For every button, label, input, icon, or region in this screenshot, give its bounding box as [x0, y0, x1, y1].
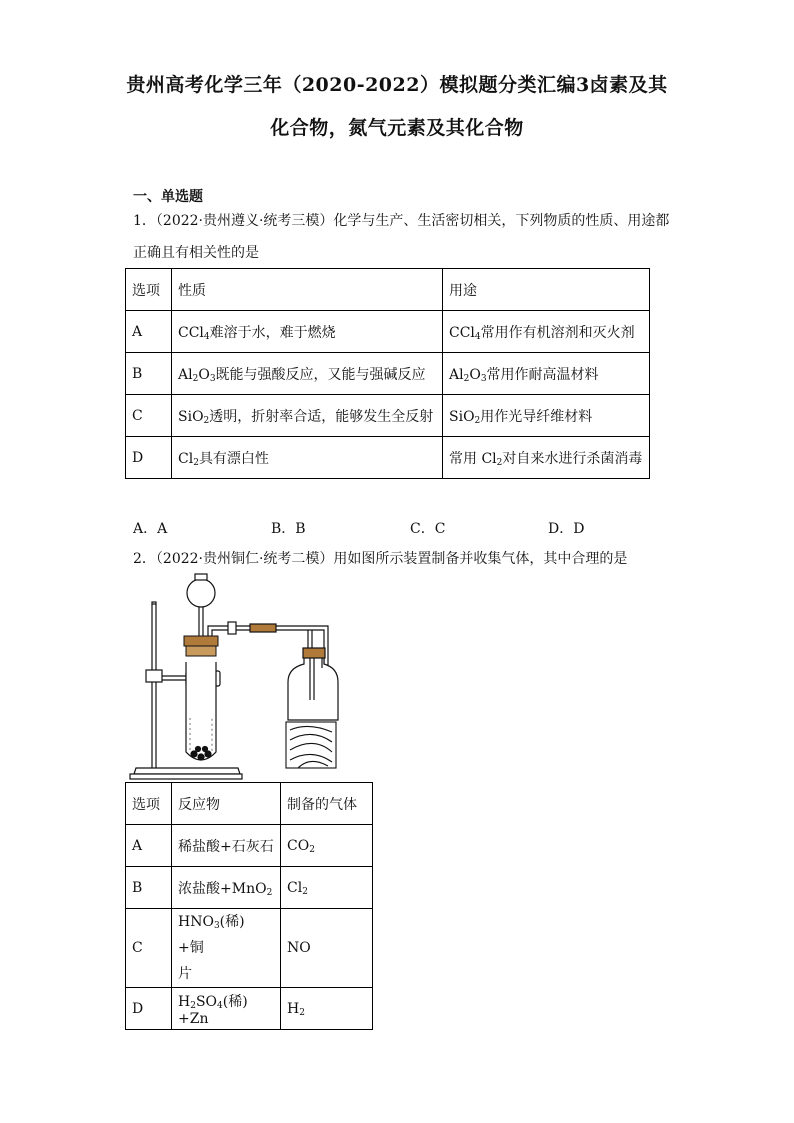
option-b[interactable]: B．B — [271, 521, 306, 537]
table-row — [126, 988, 373, 1030]
formula-text: Cl — [178, 450, 194, 467]
row-property — [172, 437, 443, 479]
subscript: 2 — [299, 1007, 305, 1018]
table-row — [126, 395, 650, 437]
formula-text: O — [469, 366, 481, 383]
test-tube — [186, 662, 216, 760]
gas-collecting-bottle — [288, 648, 338, 720]
row-reactants — [172, 988, 281, 1030]
wooden-block — [286, 722, 336, 768]
row-reactants — [172, 909, 281, 988]
row-option: D — [126, 988, 172, 1030]
dropping-funnel — [187, 574, 215, 644]
row-property — [172, 353, 443, 395]
formula-text: Cl — [287, 879, 303, 896]
formula-text: H — [178, 993, 191, 1010]
formula-text: CCl — [178, 324, 204, 341]
reactant-text: 片 — [178, 966, 192, 982]
question-1-line2: 正确且有相关性的是 — [133, 245, 259, 261]
section-heading: 一、单选题 — [133, 189, 203, 205]
property-text: 透明，折射率合适，能够发生全反射 — [209, 408, 434, 425]
row-property — [172, 311, 443, 353]
row-use — [443, 353, 650, 395]
formula-text: SiO — [178, 408, 204, 425]
question-2-line1: 2．（2022·贵州铜仁·统考二模）用如图所示装置制备并收集气体，其中合理的是 — [133, 551, 628, 567]
option-a[interactable]: A．A — [133, 521, 168, 537]
use-text: 用作光导纤维材料 — [480, 408, 593, 425]
subscript: 2 — [190, 1000, 196, 1011]
row-use — [443, 311, 650, 353]
row-option: A — [126, 825, 172, 867]
row-reactants: 稀盐酸+石灰石 — [172, 825, 281, 867]
rubber-stopper-left — [184, 636, 218, 656]
table-row — [126, 437, 650, 479]
question-1-table — [125, 268, 650, 479]
subscript: 4 — [217, 1000, 223, 1011]
property-text: 具有漂白性 — [198, 450, 269, 467]
table-header-row — [126, 783, 373, 825]
subscript: 2 — [192, 373, 199, 384]
document-title-line1: 贵州高考化学三年（2020-2022）模拟题分类汇编3卤素及其 — [126, 74, 668, 96]
formula-text: HNO — [178, 914, 214, 930]
option-c[interactable]: C．C — [410, 521, 446, 537]
formula-text: CCl — [449, 324, 475, 341]
row-use — [443, 395, 650, 437]
row-use — [443, 437, 650, 479]
formula-text: Al — [449, 366, 464, 383]
row-option: B — [126, 353, 172, 395]
table-row — [126, 353, 650, 395]
subscript: 4 — [203, 331, 210, 342]
header-option: 选项 — [126, 269, 172, 311]
formula-text: Al — [178, 366, 193, 383]
formula-text: O — [198, 366, 210, 383]
subscript: 2 — [309, 844, 315, 855]
row-gas — [281, 825, 373, 867]
header-option: 选项 — [126, 783, 172, 825]
formula-text: 浓盐酸+MnO — [178, 880, 267, 897]
subscript: 3 — [480, 373, 487, 384]
subscript: 2 — [474, 415, 481, 426]
row-option: A — [126, 311, 172, 353]
question-2-table — [125, 782, 373, 1030]
document-title-line2: 化合物，氮气元素及其化合物 — [270, 117, 524, 139]
use-text: 对自来水进行杀菌消毒 — [502, 450, 643, 467]
row-gas — [281, 867, 373, 909]
gas-apparatus-diagram — [128, 572, 368, 784]
subscript: 3 — [209, 373, 216, 384]
table-row — [126, 867, 373, 909]
header-reactants: 反应物 — [172, 783, 281, 825]
header-use: 用途 — [443, 269, 650, 311]
row-option: B — [126, 867, 172, 909]
row-option: C — [126, 395, 172, 437]
subscript: 4 — [474, 331, 481, 342]
reactant-text: (稀) +Zn — [178, 993, 248, 1027]
subscript: 3 — [213, 921, 220, 931]
subscript: 2 — [302, 886, 308, 897]
subscript: 2 — [496, 457, 503, 468]
option-d[interactable]: D．D — [548, 521, 585, 537]
use-text: 常用作有机溶剂和灭火剂 — [480, 324, 635, 341]
table-row — [126, 909, 373, 988]
table-row — [126, 311, 650, 353]
question-1-line1: 1．（2022·贵州遵义·统考三模）化学与生产、生活密切相关，下列物质的性质、用途都 — [133, 213, 670, 229]
property-text: 难溶于水，难于燃烧 — [209, 324, 336, 341]
table-row — [126, 825, 373, 867]
header-gas: 制备的气体 — [281, 783, 373, 825]
use-text: 常用作耐高温材料 — [486, 366, 599, 383]
row-option: C — [126, 909, 172, 988]
reactant-text: (稀) +铜 — [178, 914, 245, 956]
header-property: 性质 — [172, 269, 443, 311]
table-header-row — [126, 269, 650, 311]
subscript: 2 — [463, 373, 470, 384]
subscript: 2 — [266, 887, 273, 898]
formula-text: SO — [195, 993, 218, 1010]
formula-text: H — [287, 1000, 300, 1017]
row-gas: NO — [281, 909, 373, 988]
subscript: 2 — [203, 415, 210, 426]
subscript: 2 — [193, 457, 199, 468]
row-gas — [281, 988, 373, 1030]
row-property — [172, 395, 443, 437]
formula-text: CO — [287, 837, 310, 854]
formula-text: 常用 Cl — [449, 450, 497, 467]
formula-text: SiO — [449, 408, 475, 425]
row-option: D — [126, 437, 172, 479]
property-text: 既能与强酸反应，又能与强碱反应 — [215, 366, 426, 383]
row-reactants — [172, 867, 281, 909]
